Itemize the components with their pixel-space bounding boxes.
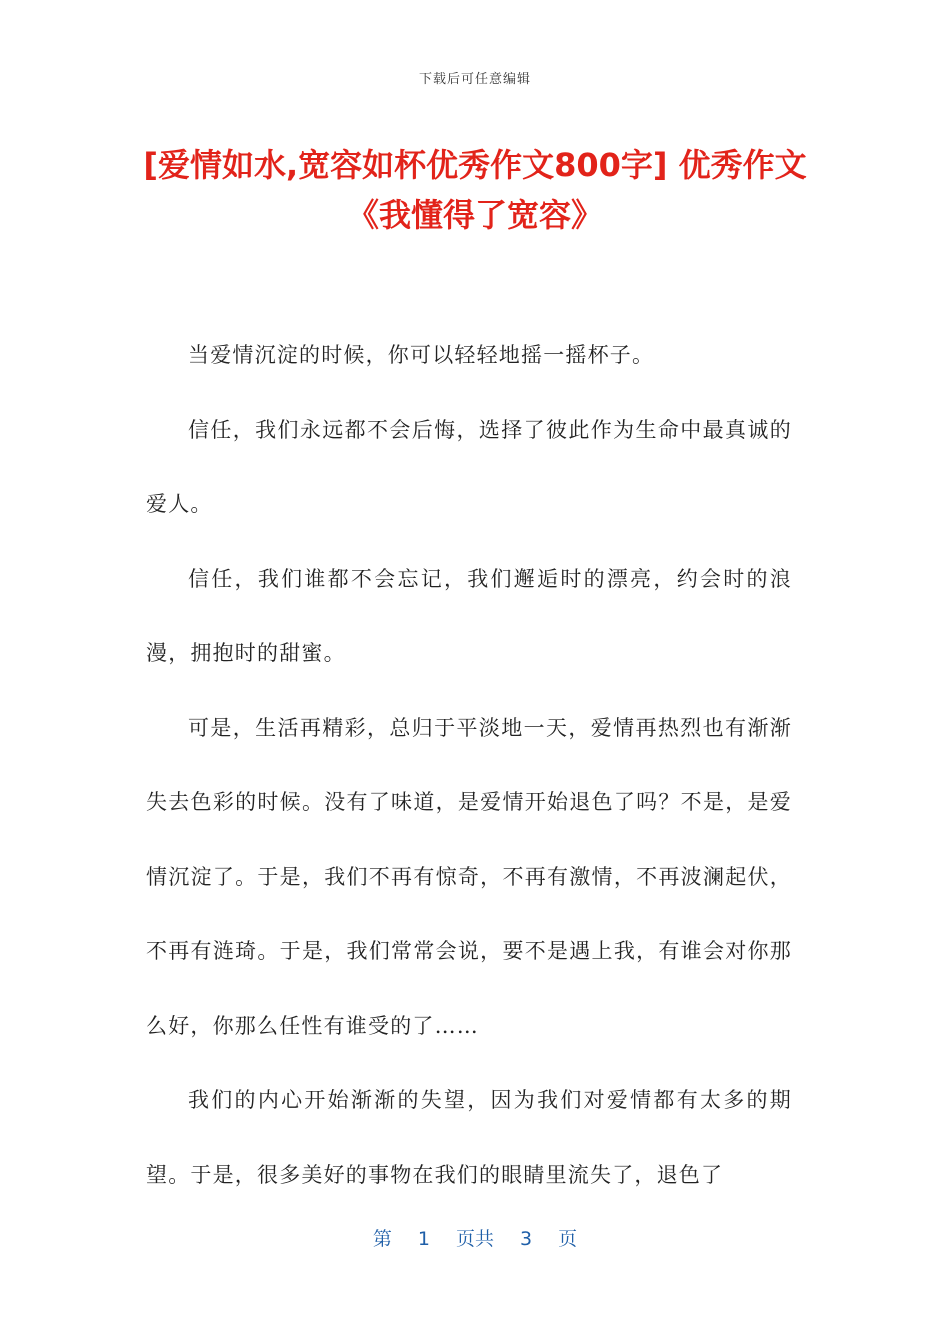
total-page-number: 3 xyxy=(520,1228,533,1250)
paragraph: 信任，我们谁都不会忘记，我们邂逅时的漂亮，约会时的浪漫，拥抱时的甜蜜。 xyxy=(146,566,792,665)
paragraph: 我们的内心开始渐渐的失望，因为我们对爱情都有太多的期望。于是，很多美好的事物在我们的眼睛里流失了，退色了 xyxy=(146,1088,792,1187)
paragraph: 信任，我们永远都不会后悔，选择了彼此作为生命中最真诚的爱人。 xyxy=(146,417,792,516)
document-body xyxy=(146,318,792,1212)
paragraph: 可是，生活再精彩，总归于平淡地一天，爱情再热烈也有渐渐失去色彩的时候。没有了味道，是爱情开始退色了吗？不是，是爱情沉淀了。于是，我们不再有惊奇，不再有激情，不再波澜起伏，不再有涟琦。于是，我们常常会说，要不是遇上我，有谁会对你那么好，你那么任性有谁受的了…… xyxy=(146,715,792,1038)
footer-middle: 页共 xyxy=(455,1228,494,1250)
document-title: [爱情如水,宽容如杯优秀作文800字] 优秀作文《我懂得了宽容》 xyxy=(143,146,807,234)
header-note: 下载后可任意编辑 xyxy=(418,72,531,87)
current-page-number: 1 xyxy=(417,1228,430,1250)
page-footer xyxy=(0,1224,950,1251)
footer-prefix: 第 xyxy=(372,1228,392,1250)
paragraph: 当爱情沉淀的时候，你可以轻轻地摇一摇杯子。 xyxy=(188,343,655,367)
footer-suffix: 页 xyxy=(558,1228,578,1250)
